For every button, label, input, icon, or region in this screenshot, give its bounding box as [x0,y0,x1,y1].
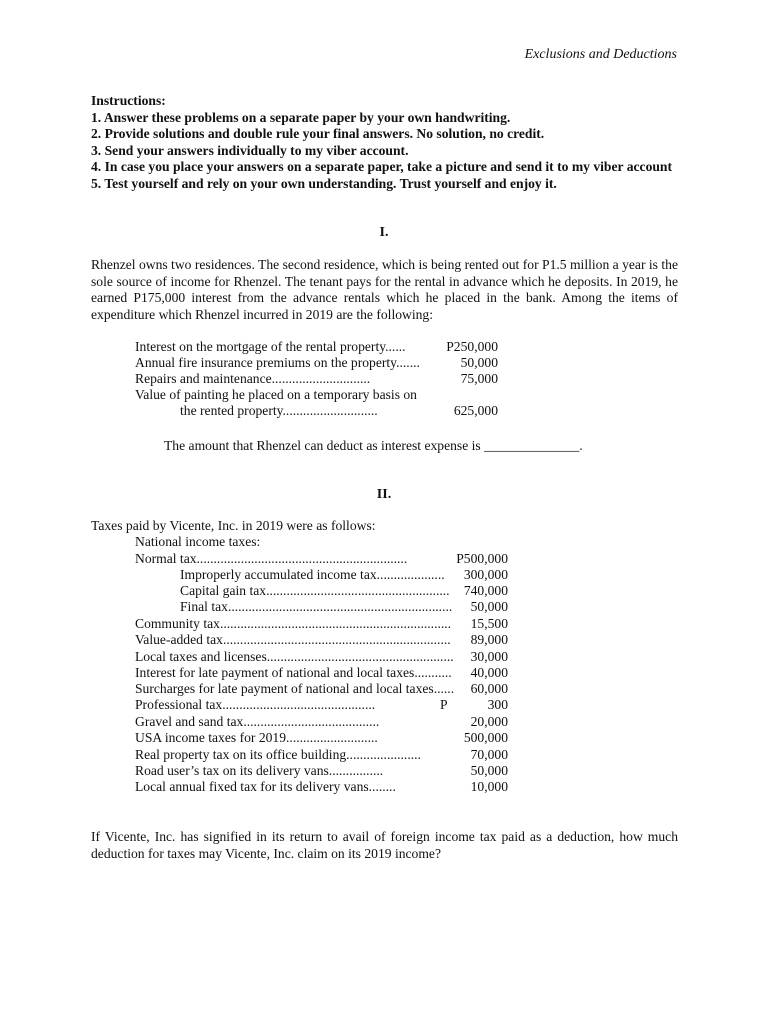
section-1-paragraph: Rhenzel owns two residences. The second residence, which is being rented out for P1.5 million a year is the sole source of income for Rhenzel. The tenant pays for the rental in advance which he deposits. In 2019, he earned P175,000 interest from the advance rentals which he placed in the bank. Among the items of expenditure which Rhenzel incurred in 2019 are the following: [91,257,678,322]
expense-item-amount: P250,000 [446,339,498,354]
tax-item-label: Community tax.................................................................... [135,616,452,631]
tax-item-amount: 50,000 [470,763,508,778]
tax-item-label: Value-added tax................................................................... [135,632,451,647]
expense-item-label: Interest on the mortgage of the rental property...... [135,339,406,354]
tax-item-label: Surcharges for late payment of national and local taxes...... [135,681,455,696]
instructions-block [91,93,681,192]
tax-item-label: Improperly accumulated income tax.................... [180,567,445,582]
tax-item-amount: 20,000 [470,714,508,729]
tax-item-amount: 15,500 [470,616,508,631]
expense-item-label: the rented property............................ [180,403,378,418]
tax-item-amount: 40,000 [470,665,508,680]
tax-item-label: Professional tax............................................. [135,697,376,712]
tax-item-amount: 30,000 [470,649,508,664]
tax-item-currency: P [440,697,448,712]
tax-item-amount: 300,000 [463,567,508,582]
expense-item-amount: 75,000 [460,371,498,386]
tax-item-amount: 70,000 [470,747,508,762]
expense-item-amount: 50,000 [460,355,498,370]
expense-item-label: Repairs and maintenance............................. [135,371,371,386]
section-2-subheading: National income taxes: [135,534,261,549]
expense-item-label: Value of painting he placed on a temporary basis on [135,387,417,402]
tax-item-amount: P500,000 [456,551,508,566]
section-2-question: If Vicente, Inc. has signified in its return to avail of foreign income tax paid as a deduction, how much deduction for taxes may Vicente, Inc. claim on its 2019 income? [91,829,678,861]
tax-item-amount: 740,000 [463,583,508,598]
expense-item-amount: 625,000 [453,403,498,418]
tax-item-label: Normal tax.............................................................. [135,551,408,566]
tax-item-label: Local annual fixed tax for its delivery vans........ [135,779,396,794]
section-2-intro: Taxes paid by Vicente, Inc. in 2019 were as follows: [91,518,376,533]
instruction-item: 3. Send your answers individually to my viber account. [91,142,409,158]
tax-item-amount: 500,000 [463,730,508,745]
tax-item-amount: 60,000 [470,681,508,696]
instruction-item: 5. Test yourself and rely on your own understanding. Trust yourself and enjoy it. [91,175,557,191]
tax-item-label: USA income taxes for 2019........................... [135,730,378,745]
instruction-item: 1. Answer these problems on a separate paper by your own handwriting. [91,109,511,125]
expense-item-label: Annual fire insurance premiums on the property....... [135,355,420,370]
instruction-item: 4. In case you place your answers on a separate paper, take a picture and send it to my viber account [91,159,673,174]
tax-item-amount: 50,000 [470,599,508,614]
tax-item-amount: 10,000 [470,779,508,794]
page-header-title: Exclusions and Deductions [524,47,677,62]
tax-item-label: Final tax.................................................................. [180,599,453,614]
tax-item-amount: 300 [487,697,508,712]
tax-item-label: Gravel and sand tax........................................ [135,714,380,729]
instruction-item: 2. Provide solutions and double rule your final answers. No solution, no credit. [91,126,545,141]
section-1-title: I. [379,225,389,240]
section-2-title: II. [376,487,392,502]
section-1-question: The amount that Rhenzel can deduct as interest expense is ______________. [164,438,583,453]
tax-item-label: Local taxes and licenses....................................................... [135,649,454,664]
instructions-heading: Instructions: [91,93,166,108]
tax-item-label: Road user’s tax on its delivery vans................ [135,763,384,778]
tax-item-label: Interest for late payment of national and local taxes........... [135,665,452,680]
tax-item-amount: 89,000 [470,632,508,647]
tax-item-label: Capital gain tax...................................................... [180,583,450,598]
tax-item-label: Real property tax on its office building...................... [135,747,421,762]
